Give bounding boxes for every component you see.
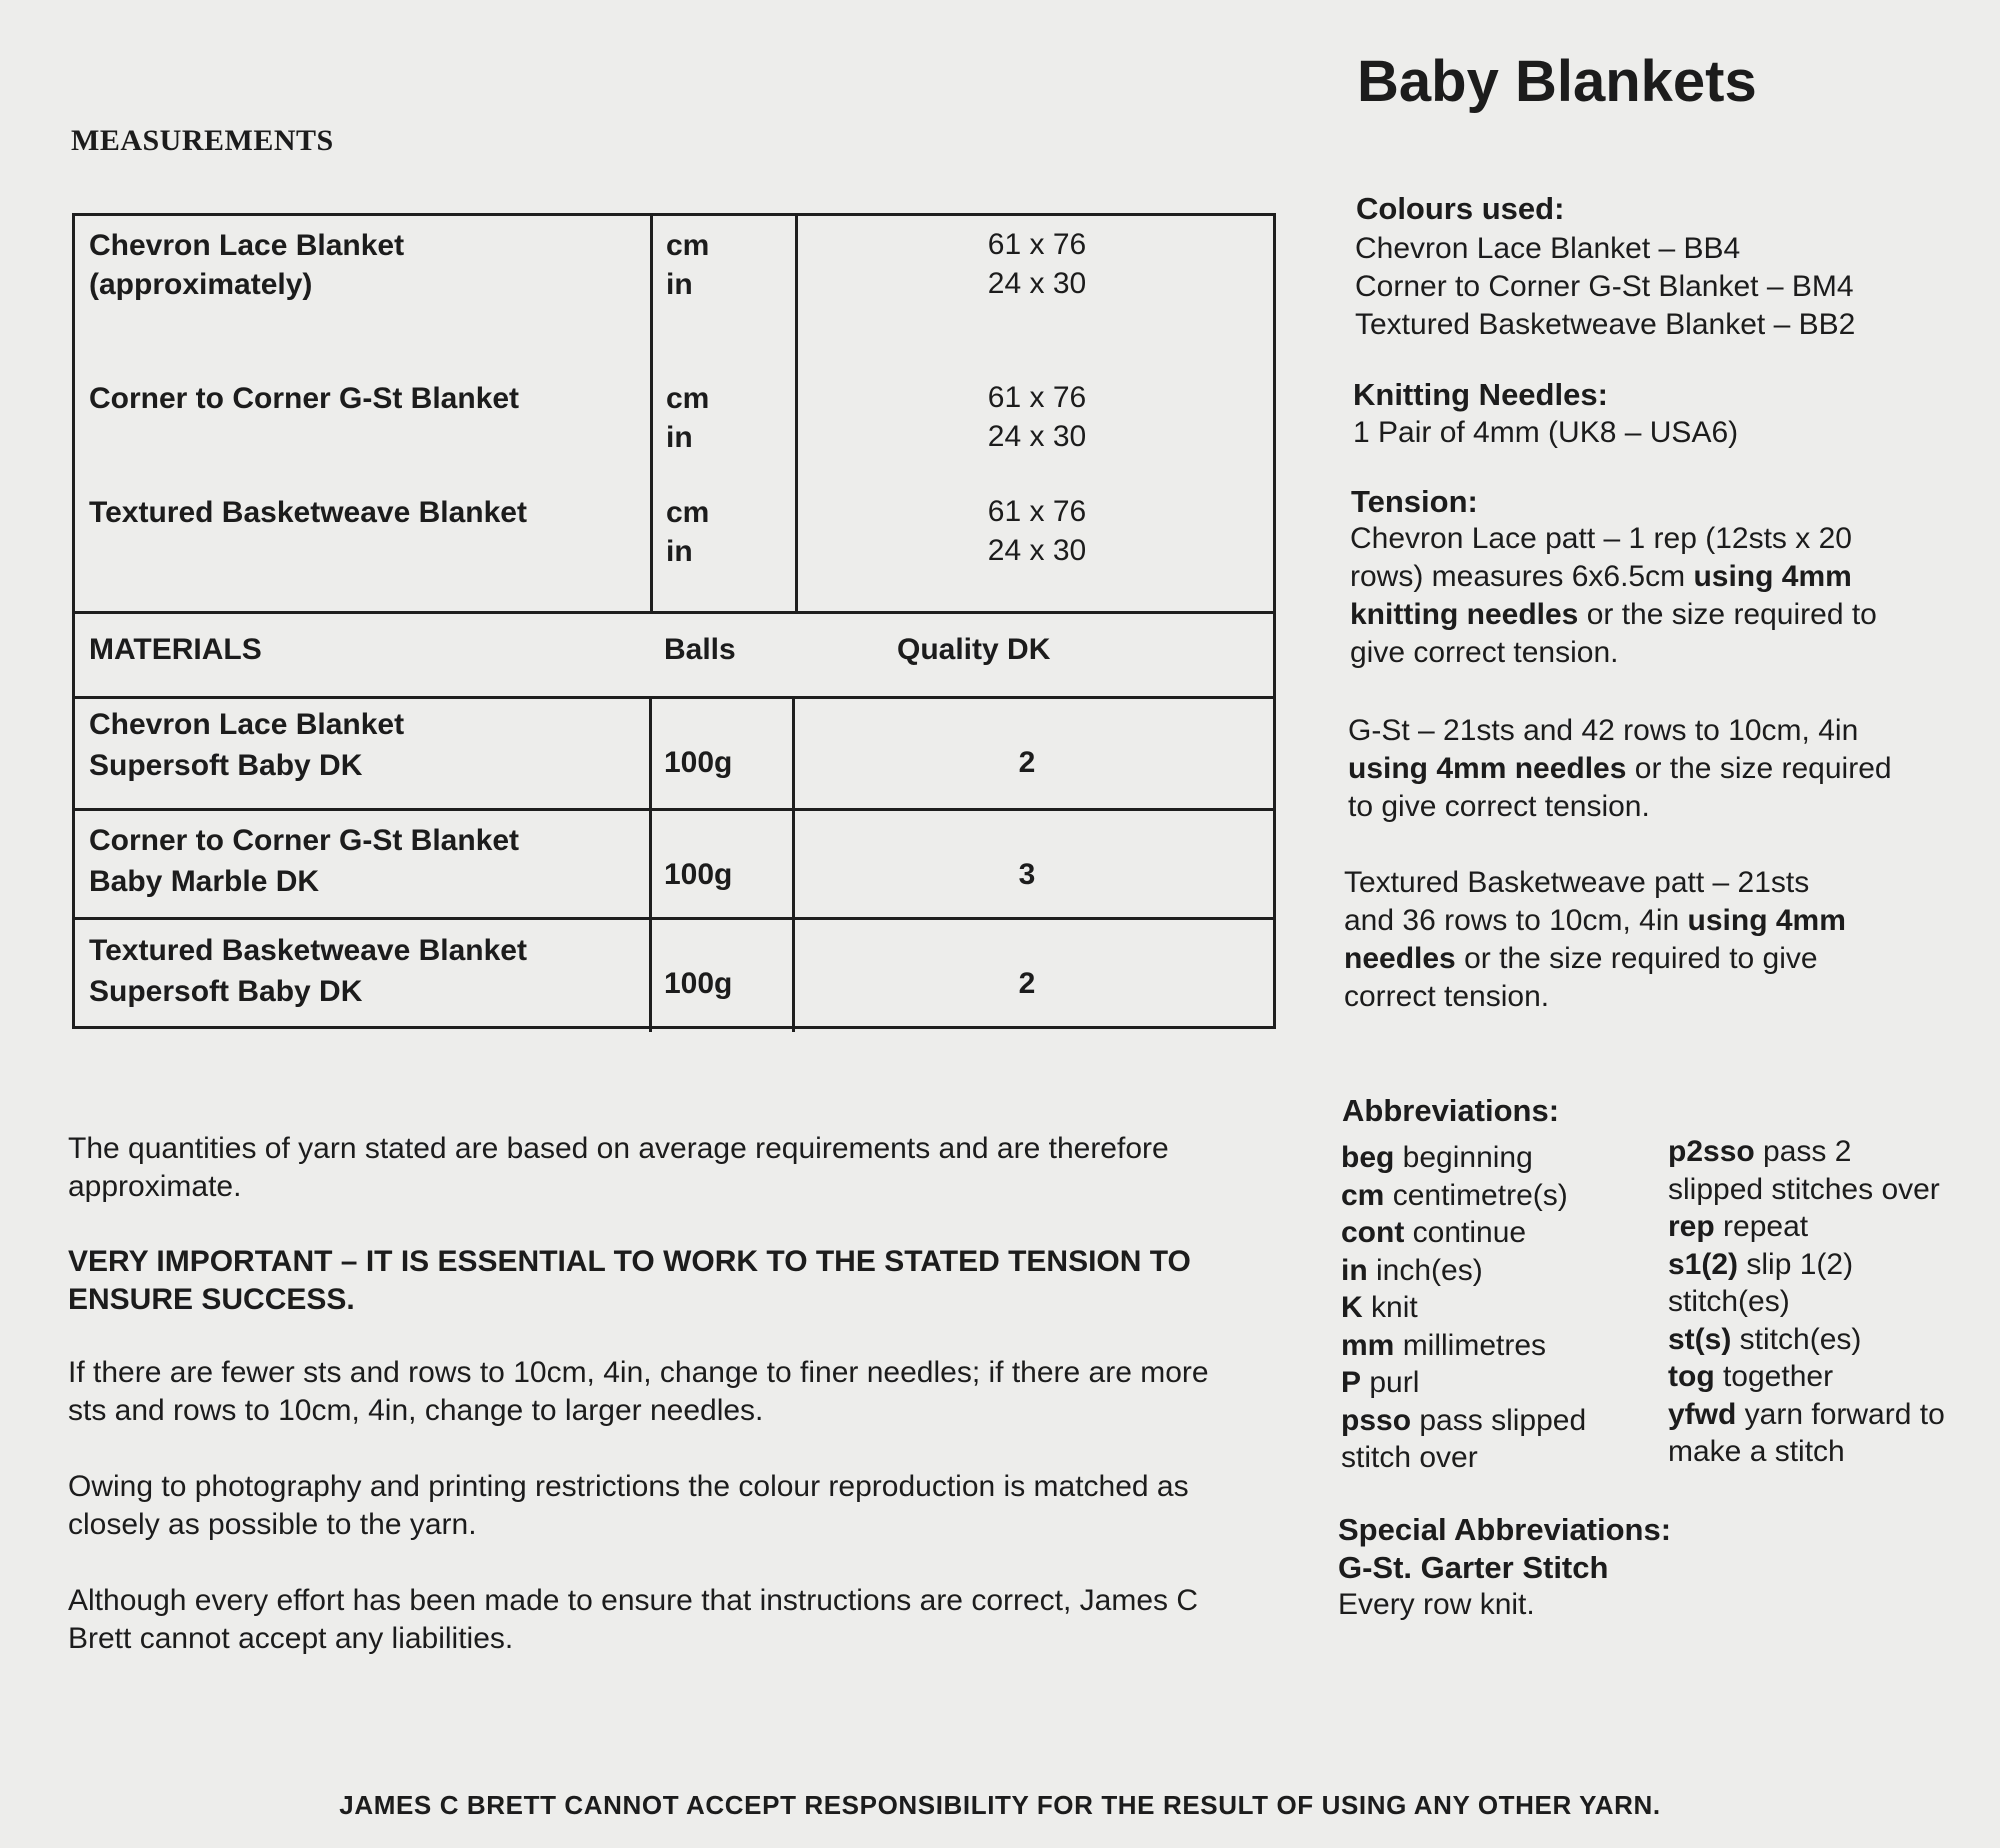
abbreviation-item: cont continue: [1341, 1216, 1527, 1249]
abbreviation-item: rep repeat: [1668, 1210, 1809, 1243]
tension-line: G-St – 21sts and 42 rows to 10cm, 4in: [1348, 714, 1859, 747]
abbreviation-item: yfwd yarn forward to: [1668, 1397, 1945, 1431]
abbreviation-item: stitch(es): [1668, 1285, 1790, 1318]
tension-line: knitting needles or the size required to: [1350, 598, 1877, 631]
blanket-name: Textured Basketweave Blanket: [89, 496, 527, 529]
abbreviations-label: Abbreviations:: [1342, 1093, 1560, 1128]
needles-label: Knitting Needles:: [1353, 377, 1608, 412]
abbreviation-item: mm millimetres: [1341, 1328, 1547, 1362]
table-divider: [649, 696, 652, 1032]
blanket-name: Corner to Corner G-St Blanket: [89, 382, 520, 415]
abbreviation-item: slipped stitches over: [1668, 1172, 1940, 1206]
needle-advice-note: [68, 1354, 1298, 1430]
unit-cm: cm: [666, 229, 710, 262]
page-title: Baby Blankets: [1357, 49, 1757, 114]
balls-label: Balls: [664, 633, 736, 666]
tension-line: give correct tension.: [1350, 636, 1619, 669]
blanket-note: (approximately): [89, 268, 313, 301]
abbreviation-item: psso pass slipped: [1341, 1403, 1587, 1437]
tension-chevron: [1350, 520, 1877, 672]
special-abbreviation-desc: Every row knit.: [1338, 1588, 1535, 1621]
abbreviation-item: st(s) stitch(es): [1668, 1322, 1862, 1356]
yarn-name: Supersoft Baby DK: [89, 749, 363, 782]
colour-item: Chevron Lace Blanket – BB4: [1355, 232, 1741, 265]
size-in: 24 x 30: [987, 420, 1087, 453]
unit-in: in: [666, 421, 693, 454]
size-in: 24 x 30: [987, 534, 1087, 567]
tension-basketweave: [1344, 864, 1846, 1016]
table-divider: [75, 611, 1273, 614]
abbreviation-item: K knit: [1341, 1291, 1418, 1324]
tension-line: to give correct tension.: [1348, 790, 1650, 823]
ball-weight: 100g: [664, 746, 733, 779]
blanket-name: Chevron Lace Blanket: [89, 708, 405, 741]
blanket-name: Corner to Corner G-St Blanket: [89, 824, 520, 857]
note-line: The quantities of yarn stated are based on average requirements and are therefore: [68, 1132, 1169, 1165]
special-abbreviation-name: G-St. Garter Stitch: [1338, 1550, 1609, 1585]
tension-line: using 4mm needles or the size required: [1348, 752, 1892, 785]
table-divider: [75, 808, 1273, 811]
abbreviation-item: p2sso pass 2: [1668, 1135, 1852, 1168]
colour-item: Corner to Corner G-St Blanket – BM4: [1355, 270, 1854, 303]
measurements-heading: MEASUREMENTS: [71, 124, 334, 157]
size-in: 24 x 30: [987, 267, 1087, 300]
blanket-name: Textured Basketweave Blanket: [89, 934, 527, 967]
abbreviations-right-column: [1668, 1133, 1945, 1471]
ball-weight: 100g: [664, 858, 733, 891]
unit-cm: cm: [666, 382, 710, 415]
tension-line: Chevron Lace patt – 1 rep (12sts x 20: [1350, 522, 1852, 555]
materials-label: MATERIALS: [89, 633, 262, 666]
abbreviation-item: P purl: [1341, 1366, 1420, 1399]
abbreviation-item: tog together: [1668, 1360, 1834, 1393]
abbreviation-item: cm centimetre(s): [1341, 1178, 1568, 1212]
note-line: VERY IMPORTANT – IT IS ESSENTIAL TO WORK TO THE STATED TENSION TO: [68, 1245, 1191, 1278]
needles-text: 1 Pair of 4mm (UK8 – USA6): [1353, 416, 1739, 449]
table-divider: [650, 216, 653, 611]
tension-line: Textured Basketweave patt – 21sts: [1344, 866, 1810, 899]
note-line: Brett cannot accept any liabilities.: [68, 1622, 514, 1655]
special-abbreviations-label: Special Abbreviations:: [1338, 1512, 1672, 1547]
colour-item: Textured Basketweave Blanket – BB2: [1355, 308, 1856, 341]
ball-count: 2: [1018, 746, 1036, 779]
table-divider: [75, 696, 1273, 699]
note-line: closely as possible to the yarn.: [68, 1508, 477, 1541]
unit-cm: cm: [666, 496, 710, 529]
ball-count: 3: [1018, 858, 1036, 891]
ball-count: 2: [1018, 967, 1036, 1000]
liability-disclaimer: [68, 1582, 1298, 1658]
colours-list: [1355, 230, 1855, 344]
quality-label: Quality DK: [897, 633, 1051, 666]
colour-disclaimer: [68, 1468, 1298, 1544]
abbreviation-item: make a stitch: [1668, 1435, 1845, 1468]
note-line: sts and rows to 10cm, 4in, change to larger needles.: [68, 1394, 764, 1427]
tension-line: and 36 rows to 10cm, 4in using 4mm: [1344, 904, 1846, 937]
abbreviation-item: s1(2) slip 1(2): [1668, 1247, 1854, 1281]
abbreviation-item: in inch(es): [1341, 1253, 1483, 1287]
quantities-note: [68, 1130, 1298, 1206]
note-line: approximate.: [68, 1170, 242, 1203]
table-divider: [795, 216, 798, 611]
note-line: Although every effort has been made to ensure that instructions are correct, James C: [68, 1584, 1199, 1617]
tension-warning: [68, 1243, 1298, 1319]
ball-weight: 100g: [664, 967, 733, 1000]
size-cm: 61 x 76: [987, 228, 1087, 261]
tension-gst: [1348, 712, 1892, 826]
yarn-name: Supersoft Baby DK: [89, 975, 363, 1008]
tension-line: rows) measures 6x6.5cm using 4mm: [1350, 560, 1852, 593]
measurements-materials-table: [72, 213, 1276, 1029]
abbreviation-item: stitch over: [1341, 1441, 1478, 1474]
blanket-name: Chevron Lace Blanket: [89, 229, 405, 262]
colours-label: Colours used:: [1356, 191, 1565, 226]
tension-label: Tension:: [1351, 484, 1478, 519]
note-line: ENSURE SUCCESS.: [68, 1283, 355, 1316]
size-cm: 61 x 76: [987, 381, 1087, 414]
size-cm: 61 x 76: [987, 495, 1087, 528]
yarn-responsibility-footer: JAMES C BRETT CANNOT ACCEPT RESPONSIBILITY FOR THE RESULT OF USING ANY OTHER YARN.: [339, 1790, 1661, 1820]
note-line: If there are fewer sts and rows to 10cm, 4in, change to finer needles; if there are more: [68, 1356, 1209, 1389]
tension-line: needles or the size required to give: [1344, 942, 1818, 975]
abbreviations-left-column: [1341, 1139, 1586, 1477]
unit-in: in: [666, 535, 693, 568]
tension-line: correct tension.: [1344, 980, 1550, 1013]
yarn-name: Baby Marble DK: [89, 865, 320, 898]
abbreviation-item: beg beginning: [1341, 1141, 1533, 1174]
note-line: Owing to photography and printing restrictions the colour reproduction is matched as: [68, 1470, 1189, 1503]
table-divider: [75, 917, 1273, 920]
unit-in: in: [666, 268, 693, 301]
